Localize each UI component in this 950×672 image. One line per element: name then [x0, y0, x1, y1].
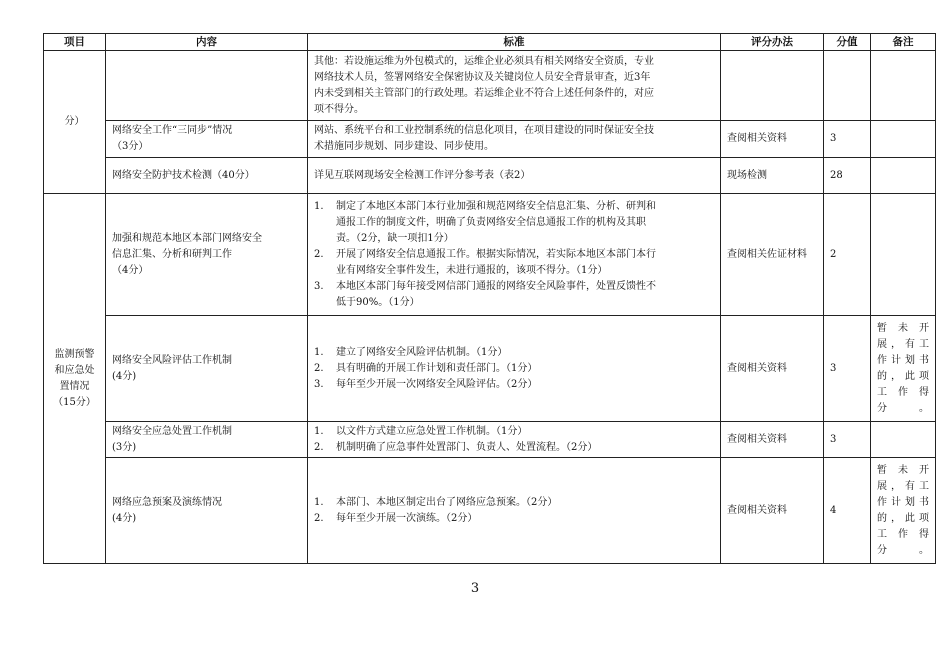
project-line: （15分）	[53, 396, 96, 408]
note-cell	[871, 422, 936, 458]
standard-cell	[308, 422, 721, 458]
note-line: 工作得	[877, 386, 929, 398]
content-cell	[106, 194, 308, 316]
standard-item	[314, 263, 714, 279]
content-line: （3分）	[112, 141, 149, 152]
standard-cell	[308, 51, 721, 121]
standard-item	[314, 345, 714, 361]
table-row	[44, 316, 936, 422]
item-number: 3.	[314, 378, 324, 390]
project-line: 置情况	[59, 380, 90, 392]
item-text: 本地区本部门每年接受网信部门通报的网络安全风险事件，处置反馈性不	[336, 280, 656, 292]
method-cell: 查阅相关资料	[721, 316, 824, 422]
item-text: 制定了本地区本部门本行业加强和规范网络安全信息汇集、分析、研判和	[336, 200, 656, 212]
item-number: 2.	[314, 441, 324, 453]
standard-line: 网络技术人员，签署网络安全保密协议及关键岗位人员安全背景审查，近3年	[314, 71, 651, 83]
note-cell	[871, 51, 936, 121]
method-cell: 查阅相关资料	[721, 458, 824, 564]
standard-item	[314, 247, 714, 263]
item-number: 1.	[314, 425, 324, 437]
item-number: 2.	[314, 512, 324, 524]
content-line: 网络安全工作“三同步”情况	[112, 125, 233, 136]
header-standard: 标准	[308, 34, 721, 51]
note-line: 展，有工	[877, 338, 929, 350]
content-line: 信息汇集、分析和研判工作	[112, 248, 232, 260]
item-text: 以文件方式建立应急处置工作机制。（1分）	[336, 425, 528, 437]
score-cell: 4	[824, 458, 871, 564]
standard-item	[314, 295, 714, 311]
standard-cell	[308, 121, 721, 158]
standard-item	[314, 279, 714, 295]
method-cell	[721, 51, 824, 121]
note-cell	[871, 158, 936, 194]
note-cell	[871, 121, 936, 158]
note-line: 的，此项	[877, 512, 929, 524]
score-cell: 3	[824, 316, 871, 422]
table-row	[44, 422, 936, 458]
header-score: 分值	[824, 34, 871, 51]
header-content: 内容	[106, 34, 308, 51]
item-text: 建立了网络安全风险评估机制。（1分）	[336, 346, 508, 358]
note-cell	[871, 316, 936, 422]
item-number: 1.	[314, 496, 324, 508]
standard-item	[314, 511, 714, 527]
project-line: 和应急处	[54, 364, 95, 376]
score-cell: 3	[824, 422, 871, 458]
method-cell: 查阅相关资料	[721, 422, 824, 458]
score-cell: 3	[824, 121, 871, 158]
item-text: 机制明确了应急事件处置部门、负责人、处置流程。（2分）	[336, 441, 598, 453]
item-number: 3.	[314, 280, 324, 292]
content-line: (4分)	[112, 512, 137, 524]
standard-line: 术措施同步规划、同步建设、同步使用。	[314, 141, 494, 152]
item-text: 低于90%。（1分）	[336, 296, 420, 308]
content-line: （4分）	[112, 264, 149, 276]
note-line: 展，有工	[877, 480, 929, 492]
item-text: 通报工作的制度文件，明确了负责网络安全信息通报工作的机构及其职	[336, 216, 646, 228]
content-cell	[106, 316, 308, 422]
item-text: 每年至少开展一次网络安全风险评估。（2分）	[336, 378, 538, 390]
item-number: 1.	[314, 200, 324, 212]
content-line: 网络安全应急处置工作机制	[112, 425, 232, 437]
note-line: 的，此项	[877, 370, 929, 382]
note-line: 分。	[877, 402, 929, 414]
item-text: 业有网络安全事件发生，未进行通报的，该项不得分。（1分）	[336, 264, 608, 276]
note-line: 作计划书	[877, 354, 929, 366]
standard-item	[314, 199, 714, 215]
content-cell	[106, 422, 308, 458]
standard-line: 项不得分。	[314, 103, 364, 115]
content-line: 网络应急预案及演练情况	[112, 496, 222, 508]
standard-item	[314, 495, 714, 511]
table-row	[44, 51, 936, 121]
item-text: 具有明确的开展工作计划和责任部门。（1分）	[336, 362, 538, 374]
table-row	[44, 158, 936, 194]
item-number: 2.	[314, 362, 324, 374]
table-row	[44, 194, 936, 316]
header-note: 备注	[871, 34, 936, 51]
item-text: 本部门、本地区制定出台了网络应急预案。（2分）	[336, 496, 558, 508]
standard-cell: 详见互联网现场安全检测工作评分参考表（表2）	[308, 158, 721, 194]
table-row	[44, 458, 936, 564]
item-number: 2.	[314, 248, 324, 260]
content-line: 加强和规范本地区本部门网络安全	[112, 232, 262, 244]
section-project-cell	[44, 194, 106, 564]
page-number: 3	[470, 581, 480, 596]
standard-cell	[308, 316, 721, 422]
content-cell	[106, 121, 308, 158]
method-cell: 现场检测	[721, 158, 824, 194]
content-cell	[106, 458, 308, 564]
content-line: 网络安全风险评估工作机制	[112, 354, 232, 366]
item-text: 责。（2分，缺一项扣1分）	[336, 232, 454, 244]
table-header-row	[44, 34, 936, 51]
content-cell	[106, 51, 308, 121]
note-line: 分。	[877, 544, 929, 556]
score-cell: 2	[824, 194, 871, 316]
standard-cell	[308, 194, 721, 316]
standard-item	[314, 231, 714, 247]
item-text: 开展了网络安全信息通报工作。根据实际情况，若实际本地区本部门本行	[336, 248, 656, 260]
standard-item	[314, 424, 714, 440]
method-cell: 查阅相关资料	[721, 121, 824, 158]
table-row	[44, 121, 936, 158]
standard-cell	[308, 458, 721, 564]
evaluation-table	[43, 33, 936, 564]
content-line: (4分)	[112, 370, 137, 382]
standard-item	[314, 215, 714, 231]
content-line: (3分)	[112, 441, 137, 453]
standard-item	[314, 377, 714, 393]
content-cell: 网络安全防护技术检测（40分）	[106, 158, 308, 194]
section-project-cell: 分）	[44, 51, 106, 194]
score-cell	[824, 51, 871, 121]
score-cell: 28	[824, 158, 871, 194]
item-number: 1.	[314, 346, 324, 358]
note-line: 工作得	[877, 528, 929, 540]
standard-line: 内未受到相关主管部门的行政处理。若运维企业不符合上述任何条件的，对应	[314, 87, 654, 99]
standard-item	[314, 440, 714, 456]
note-line: 暂未开	[877, 464, 929, 476]
standard-line: 其他：若设施运维为外包模式的，运维企业必须具有相关网络安全资质，专业	[314, 55, 654, 67]
item-text: 每年至少开展一次演练。（2分）	[336, 512, 478, 524]
note-line: 作计划书	[877, 496, 929, 508]
project-line: 监测预警	[54, 348, 95, 360]
standard-line: 网站、系统平台和工业控制系统的信息化项目，在项目建设的同时保证安全技	[314, 125, 654, 136]
note-cell	[871, 194, 936, 316]
note-line: 暂未开	[877, 322, 929, 334]
method-cell: 查阅相关佐证材料	[721, 194, 824, 316]
header-method: 评分办法	[721, 34, 824, 51]
standard-item	[314, 361, 714, 377]
note-cell	[871, 458, 936, 564]
header-project: 项目	[44, 34, 106, 51]
